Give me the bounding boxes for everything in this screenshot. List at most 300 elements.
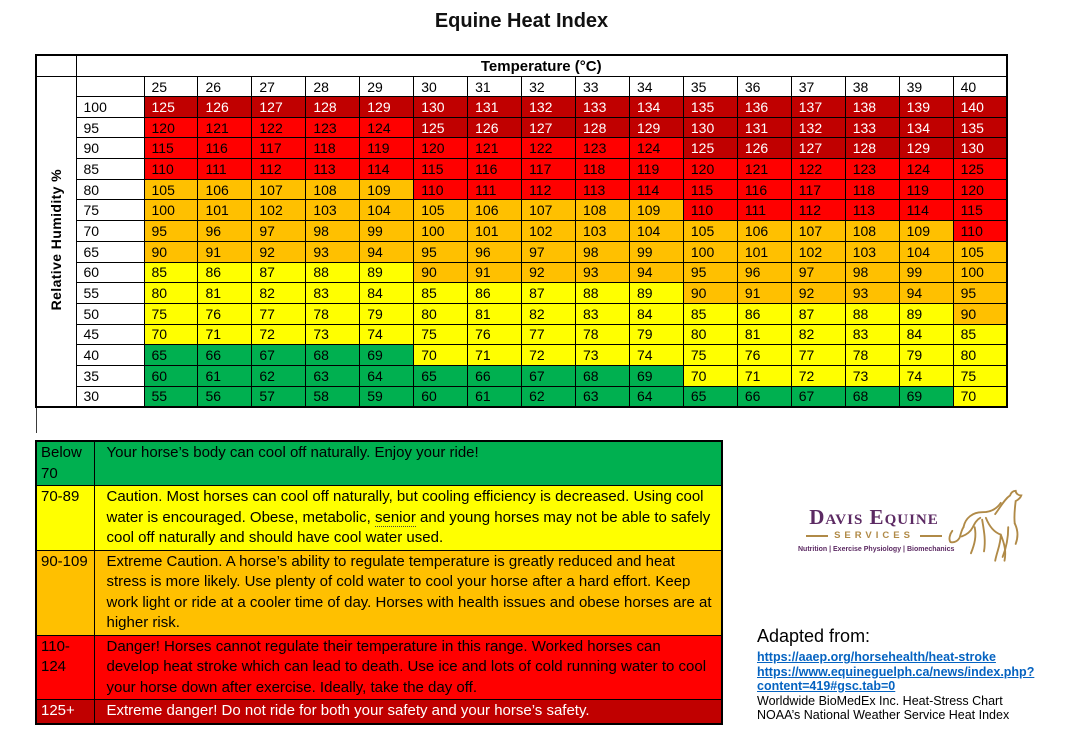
humidity-row-header: 85 [76,159,144,180]
heat-cell: 117 [791,179,845,200]
heat-cell: 118 [306,138,360,159]
legend-row [36,441,722,486]
heat-cell: 115 [414,159,468,180]
heat-cell: 111 [737,200,791,221]
heat-cell: 77 [522,324,576,345]
heat-cell: 123 [576,138,630,159]
heat-cell: 92 [791,283,845,304]
heat-cell: 89 [899,303,953,324]
heat-cell: 139 [899,97,953,118]
heat-cell: 61 [198,365,252,386]
heat-cell: 130 [683,117,737,138]
heat-cell: 67 [791,386,845,407]
heat-cell: 80 [683,324,737,345]
heat-cell: 98 [845,262,899,283]
heat-cell: 74 [629,345,683,366]
heat-cell: 117 [522,159,576,180]
heat-cell: 106 [737,221,791,242]
heat-cell: 92 [522,262,576,283]
heat-cell: 135 [953,117,1007,138]
heat-cell: 107 [522,200,576,221]
heat-cell: 112 [522,179,576,200]
heat-cell: 72 [252,324,306,345]
heat-cell: 55 [144,386,198,407]
heat-cell: 95 [953,283,1007,304]
heat-row [36,241,1007,262]
heat-cell: 119 [360,138,414,159]
heat-cell: 82 [522,303,576,324]
heat-cell: 87 [791,303,845,324]
heat-cell: 111 [198,159,252,180]
legend-range: 90-109 [36,550,94,635]
heat-cell: 91 [737,283,791,304]
heat-cell: 98 [576,241,630,262]
temp-col-header: 30 [414,77,468,97]
heat-cell: 118 [576,159,630,180]
heat-cell: 104 [899,241,953,262]
heat-cell: 79 [360,303,414,324]
heat-row [36,200,1007,221]
humidity-row-header: 75 [76,200,144,221]
heat-cell: 90 [144,241,198,262]
heat-cell: 131 [737,117,791,138]
legend-range: 125+ [36,700,94,724]
heat-row [36,97,1007,118]
heat-cell: 119 [899,179,953,200]
heat-cell: 73 [306,324,360,345]
source-text-biomedex: Worldwide BioMedEx Inc. Heat-Stress Chart [757,693,1003,708]
heat-cell: 75 [144,303,198,324]
logo-services-row [798,530,950,541]
heat-cell: 62 [522,386,576,407]
heat-cell: 100 [953,262,1007,283]
heat-cell: 78 [306,303,360,324]
heat-cell: 70 [144,324,198,345]
heat-cell: 118 [845,179,899,200]
heat-cell: 125 [683,138,737,159]
heat-cell: 64 [360,365,414,386]
heat-cell: 116 [737,179,791,200]
heat-cell: 110 [414,179,468,200]
heat-cell: 109 [899,221,953,242]
heat-cell: 121 [737,159,791,180]
legend-table [35,440,723,725]
temp-col-header: 27 [252,77,306,97]
heat-cell: 116 [468,159,522,180]
heat-cell: 93 [576,262,630,283]
heat-cell: 117 [252,138,306,159]
heat-cell: 62 [252,365,306,386]
heat-cell: 80 [414,303,468,324]
heat-cell: 68 [576,365,630,386]
legend-row [36,700,722,724]
heat-cell: 85 [953,324,1007,345]
heat-cell: 106 [198,179,252,200]
heat-cell: 86 [198,262,252,283]
heat-cell: 63 [306,365,360,386]
temp-col-header: 38 [845,77,899,97]
heat-cell: 104 [360,200,414,221]
heat-cell: 135 [683,97,737,118]
heat-cell: 102 [791,241,845,262]
heat-cell: 101 [468,221,522,242]
heat-cell: 99 [899,262,953,283]
humidity-row-header: 95 [76,117,144,138]
two-horses-icon [943,484,1025,574]
heat-cell: 71 [198,324,252,345]
temp-col-header: 28 [306,77,360,97]
heat-cell: 82 [791,324,845,345]
heat-cell: 77 [791,345,845,366]
heat-cell: 75 [414,324,468,345]
heat-cell: 84 [899,324,953,345]
heat-cell: 120 [144,117,198,138]
humidity-row-header: 35 [76,365,144,386]
source-link-equineguelph[interactable]: https://www.equineguelph.ca/news/index.php?content=419#gsc.tab=0 [757,664,1035,693]
logo-text-block [798,505,955,553]
humidity-axis-text: Relative Humidity % [48,169,65,311]
legend-row [36,550,722,635]
heat-cell: 103 [306,200,360,221]
heat-cell: 81 [737,324,791,345]
heat-cell: 134 [629,97,683,118]
heat-row [36,262,1007,283]
humidity-row-header: 80 [76,179,144,200]
heat-row [36,221,1007,242]
legend-range: 110-124 [36,635,94,700]
heat-row [36,303,1007,324]
heat-cell: 136 [737,97,791,118]
heat-cell: 101 [198,200,252,221]
heat-cell: 85 [683,303,737,324]
heat-cell: 124 [360,117,414,138]
heat-cell: 85 [144,262,198,283]
heat-cell: 74 [899,365,953,386]
heat-cell: 126 [737,138,791,159]
legend-wrap [35,440,723,725]
heat-cell: 87 [522,283,576,304]
heat-cell: 125 [144,97,198,118]
temp-col-header: 36 [737,77,791,97]
heat-cell: 125 [953,159,1007,180]
heat-cell: 67 [522,365,576,386]
heat-cell: 72 [522,345,576,366]
heat-cell: 70 [953,386,1007,407]
heat-cell: 79 [629,324,683,345]
heat-cell: 96 [737,262,791,283]
heat-cell: 59 [360,386,414,407]
heat-cell: 128 [845,138,899,159]
heat-index-table-wrap [35,54,1008,408]
heat-cell: 110 [683,200,737,221]
heat-cell: 122 [522,138,576,159]
logo-rule-right [920,535,942,537]
heat-cell: 96 [198,221,252,242]
heat-cell: 134 [899,117,953,138]
heat-cell: 115 [683,179,737,200]
heat-cell: 71 [468,345,522,366]
heat-cell: 125 [414,117,468,138]
heat-row [36,179,1007,200]
humidity-row-header: 45 [76,324,144,345]
heat-cell: 75 [953,365,1007,386]
heat-cell: 127 [522,117,576,138]
heat-row [36,324,1007,345]
heat-cell: 74 [360,324,414,345]
temp-col-header: 34 [629,77,683,97]
stray-border-line [36,408,37,433]
heat-index-table [35,54,1008,408]
heat-cell: 90 [683,283,737,304]
legend-description: Extreme Caution. A horse’s ability to regulate temperature is greatly reduced and heat stress is more likely. Use plenty of cold water to cool your horse after a hard effort. Keep work light or ride at a cooler time of day. Horses with health issues and obese horses are at higher risk. [94,550,722,635]
heat-cell: 72 [791,365,845,386]
heat-cell: 66 [468,365,522,386]
spellcheck-underline-word: senior [374,508,416,526]
heat-cell: 138 [845,97,899,118]
heat-cell: 83 [306,283,360,304]
heat-cell: 69 [360,345,414,366]
heat-cell: 123 [845,159,899,180]
heat-cell: 120 [953,179,1007,200]
heat-row [36,138,1007,159]
heat-cell: 73 [845,365,899,386]
heat-cell: 126 [198,97,252,118]
heat-cell: 75 [683,345,737,366]
heat-cell: 115 [144,138,198,159]
temp-col-header: 37 [791,77,845,97]
heat-cell: 58 [306,386,360,407]
heat-cell: 121 [468,138,522,159]
heat-cell: 113 [576,179,630,200]
heat-cell: 82 [252,283,306,304]
heat-cell: 85 [414,283,468,304]
heat-cell: 133 [845,117,899,138]
heat-cell: 101 [737,241,791,262]
heat-cell: 129 [629,117,683,138]
heat-cell: 102 [252,200,306,221]
heat-cell: 60 [144,365,198,386]
heat-cell: 79 [899,345,953,366]
heat-cell: 93 [306,241,360,262]
heat-cell: 140 [953,97,1007,118]
heat-cell: 76 [468,324,522,345]
heat-cell: 127 [791,138,845,159]
logo-rule-left [806,535,828,537]
heat-cell: 100 [144,200,198,221]
heat-cell: 94 [629,262,683,283]
heat-cell: 95 [683,262,737,283]
heat-cell: 77 [252,303,306,324]
heat-cell: 86 [468,283,522,304]
sources-block [757,626,1077,723]
heat-row [36,345,1007,366]
heat-cell: 124 [899,159,953,180]
heat-cell: 105 [414,200,468,221]
heat-cell: 73 [576,345,630,366]
heat-cell: 128 [576,117,630,138]
heat-cell: 103 [845,241,899,262]
source-link-aaep[interactable]: https://aaep.org/horsehealth/heat-stroke [757,650,996,664]
heat-cell: 99 [360,221,414,242]
heat-cell: 80 [953,345,1007,366]
davis-equine-logo [790,484,1025,576]
corner-cell [36,55,76,77]
heat-cell: 100 [683,241,737,262]
heat-cell: 84 [629,303,683,324]
legend-description: Danger! Horses cannot regulate their temperature in this range. Worked horses can develop heat stroke which can lead to death. Use ice and lots of cold running water to cool your horse down after exercise. Ideally, take the day off. [94,635,722,700]
heat-cell: 112 [791,200,845,221]
heat-cell: 122 [791,159,845,180]
heat-cell: 108 [845,221,899,242]
heat-cell: 124 [629,138,683,159]
humidity-axis-label [36,77,76,408]
legend-description: Caution. Most horses can cool off naturally, but cooling efficiency is decreased. Using cool water is encouraged. Obese, metabolic, senior and young horses may not be able to safely cool off naturally and should have cool water used. [94,486,722,551]
heat-cell: 65 [414,365,468,386]
humidity-row-header: 60 [76,262,144,283]
heat-cell: 119 [629,159,683,180]
heat-cell: 60 [414,386,468,407]
heat-cell: 132 [522,97,576,118]
heat-cell: 105 [953,241,1007,262]
heat-cell: 68 [845,386,899,407]
heat-cell: 102 [522,221,576,242]
heat-cell: 69 [629,365,683,386]
heat-cell: 106 [468,200,522,221]
sources-heading: Adapted from: [757,626,871,646]
heat-cell: 88 [306,262,360,283]
heat-cell: 88 [576,283,630,304]
heat-cell: 95 [144,221,198,242]
heat-cell: 97 [522,241,576,262]
logo-tagline: Nutrition | Exercise Physiology | Biomechanics [798,546,955,553]
heat-cell: 132 [791,117,845,138]
heat-cell: 68 [306,345,360,366]
humidity-row-header: 50 [76,303,144,324]
heat-cell: 96 [468,241,522,262]
temp-col-header: 39 [899,77,953,97]
heat-cell: 91 [198,241,252,262]
source-text-noaa: NOAA’s National Weather Service Heat Index [757,708,1010,722]
temperature-axis-label: Temperature (°C) [76,55,1007,77]
heat-cell: 81 [468,303,522,324]
heat-cell: 111 [468,179,522,200]
heat-cell: 61 [468,386,522,407]
heat-cell: 56 [198,386,252,407]
heat-cell: 114 [360,159,414,180]
heat-row [36,365,1007,386]
temp-col-header: 35 [683,77,737,97]
heat-cell: 97 [791,262,845,283]
heat-cell: 70 [414,345,468,366]
legend-range: Below 70 [36,441,94,486]
heat-cell: 95 [414,241,468,262]
heat-cell: 113 [845,200,899,221]
heat-cell: 103 [576,221,630,242]
heat-cell: 115 [953,200,1007,221]
heat-cell: 98 [306,221,360,242]
heat-cell: 113 [306,159,360,180]
heat-cell: 130 [414,97,468,118]
heat-cell: 84 [360,283,414,304]
temp-col-header: 25 [144,77,198,97]
heat-cell: 87 [252,262,306,283]
heat-cell: 114 [899,200,953,221]
temp-col-header: 26 [198,77,252,97]
heat-cell: 71 [737,365,791,386]
heat-cell: 122 [252,117,306,138]
heat-cell: 67 [252,345,306,366]
heat-cell: 83 [576,303,630,324]
heat-cell: 110 [953,221,1007,242]
heat-cell: 97 [252,221,306,242]
heat-cell: 137 [791,97,845,118]
blank-header-cell [76,77,144,97]
heat-cell: 92 [252,241,306,262]
heat-cell: 80 [144,283,198,304]
temp-col-header: 32 [522,77,576,97]
heat-cell: 107 [252,179,306,200]
legend-range: 70-89 [36,486,94,551]
heat-cell: 65 [683,386,737,407]
page-title: Equine Heat Index [434,10,609,32]
heat-cell: 99 [629,241,683,262]
temp-col-header: 31 [468,77,522,97]
heat-cell: 91 [468,262,522,283]
heat-cell: 109 [629,200,683,221]
heat-cell: 130 [953,138,1007,159]
heat-cell: 109 [360,179,414,200]
temp-col-header: 40 [953,77,1007,97]
heat-cell: 64 [629,386,683,407]
heat-cell: 123 [306,117,360,138]
heat-cell: 83 [845,324,899,345]
heat-cell: 63 [576,386,630,407]
heat-cell: 89 [360,262,414,283]
logo-name: Davis Equine [809,505,939,529]
humidity-row-header: 30 [76,386,144,407]
legend-row [36,635,722,700]
heat-cell: 90 [414,262,468,283]
heat-cell: 89 [629,283,683,304]
heat-cell: 66 [737,386,791,407]
legend-description: Extreme danger! Do not ride for both your safety and your horse’s safety. [94,700,722,724]
humidity-row-header: 100 [76,97,144,118]
humidity-row-header: 55 [76,283,144,304]
humidity-row-header: 40 [76,345,144,366]
humidity-row-header: 90 [76,138,144,159]
heat-cell: 129 [899,138,953,159]
heat-cell: 93 [845,283,899,304]
legend-description: Your horse’s body can cool off naturally. Enjoy your ride! [94,441,722,486]
heat-cell: 133 [576,97,630,118]
heat-cell: 105 [144,179,198,200]
heat-cell: 129 [360,97,414,118]
heat-cell: 94 [360,241,414,262]
heat-cell: 104 [629,221,683,242]
heat-cell: 114 [629,179,683,200]
heat-cell: 76 [198,303,252,324]
heat-cell: 81 [198,283,252,304]
logo-services-label: SERVICES [834,530,914,541]
legend-row [36,486,722,551]
heat-cell: 100 [414,221,468,242]
heat-cell: 131 [468,97,522,118]
heat-cell: 112 [252,159,306,180]
heat-cell: 121 [198,117,252,138]
heat-cell: 126 [468,117,522,138]
temp-col-header: 33 [576,77,630,97]
humidity-row-header: 70 [76,221,144,242]
